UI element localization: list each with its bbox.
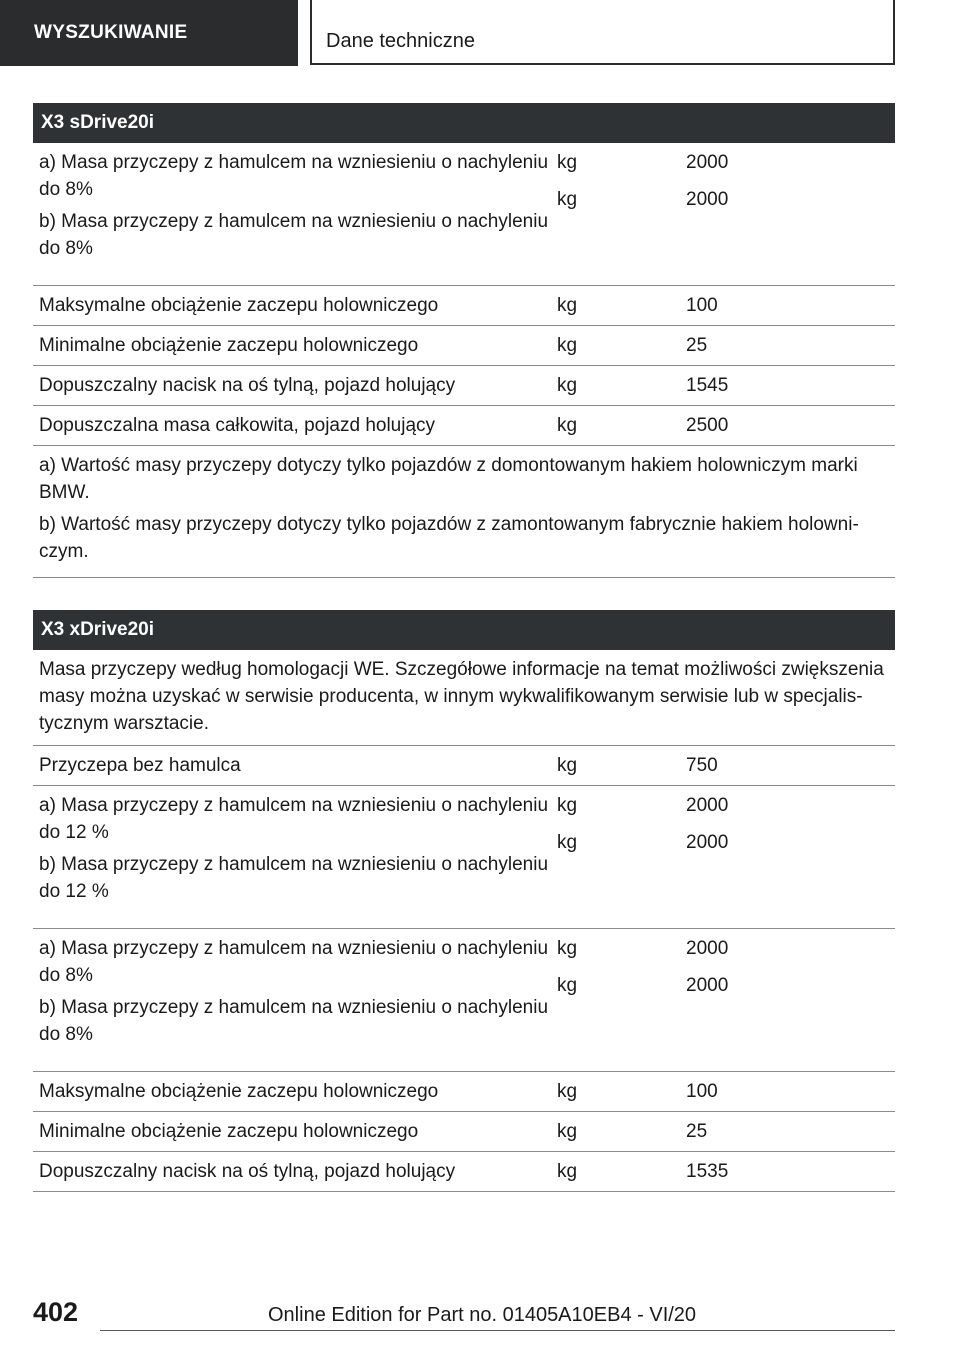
table-title: X3 xDrive20i [33,610,895,650]
row-unit: kg [557,1161,578,1182]
row-value: 750 [686,755,718,776]
row-value: 2000 [686,832,729,853]
row-label: Dopuszczalny nacisk na oś tylną, pojazd holujący [39,375,456,396]
table-notes [33,446,895,578]
table-row [33,746,895,786]
row-unit: kg [557,152,578,173]
table-row [33,366,895,406]
row-label: Dopuszczalny nacisk na oś tylną, pojazd holujący [39,1161,456,1182]
row-value: 2000 [686,975,729,996]
table-row [33,786,895,929]
row-unit: kg [557,335,578,356]
row-label: Maksymalne obciążenie zaczepu holowniczego [39,295,439,316]
table-row [33,286,895,326]
row-value: 2000 [686,152,729,173]
row-value: 1545 [686,375,729,396]
top-bar [0,0,960,66]
row-label: a) Masa przyczepy z hamulcem na wzniesieniu o nachyleniu do 8% [39,152,549,200]
row-unit: kg [557,795,578,816]
section-tab[interactable] [310,0,895,65]
row-value: 2000 [686,795,729,816]
table-row [33,1152,895,1192]
row-label: b) Masa przyczepy z hamulcem na wzniesieniu o nachyleniu do 8% [39,211,549,259]
table-title: X3 sDrive20i [33,103,895,143]
table-row [33,143,895,286]
edition-footer: Online Edition for Part no. 01405A10EB4 - VI/20 [268,1304,697,1326]
row-unit: kg [557,755,578,776]
row-unit: kg [557,189,578,210]
row-label: Minimalne obciążenie zaczepu holowniczego [39,1121,419,1142]
row-value: 1535 [686,1161,729,1182]
table-row [33,929,895,1072]
row-unit: kg [557,975,578,996]
row-unit: kg [557,375,578,396]
row-unit: kg [557,1081,578,1102]
page-number: 402 [33,1297,79,1327]
footer-divider [100,1330,895,1331]
row-unit: kg [557,938,578,959]
row-value: 2000 [686,189,729,210]
intro-text: Masa przyczepy według homologacji WE. Szczegółowe informacje na temat możliwości zwiększenia masy można uzyskać w serwisie producenta, w innym wykwalifikowanym serwisie lub w specjalis-tycznym warsztacie. [39,659,884,734]
row-label: a) Masa przyczepy z hamulcem na wzniesieniu o nachyleniu do 12 % [39,795,549,843]
row-value: 25 [686,1121,708,1142]
row-label: Dopuszczalna masa całkowita, pojazd holujący [39,415,436,436]
table-row [33,1072,895,1112]
table-row [33,1112,895,1152]
note-a: a) Wartość masy przyczepy dotyczy tylko pojazdów z domontowanym hakiem holowniczym marki BMW. [39,455,858,503]
row-value: 100 [686,1081,718,1102]
row-label: b) Masa przyczepy z hamulcem na wzniesieniu o nachyleniu do 8% [39,997,549,1045]
row-value: 2000 [686,938,729,959]
row-value: 2500 [686,415,729,436]
row-value: 25 [686,335,708,356]
row-label: Przyczepa bez hamulca [39,755,241,776]
row-label: Maksymalne obciążenie zaczepu holowniczego [39,1081,439,1102]
table-row [33,406,895,446]
row-unit: kg [557,832,578,853]
row-label: Minimalne obciążenie zaczepu holowniczego [39,335,419,356]
note-b: b) Wartość masy przyczepy dotyczy tylko pojazdów z zamontowanym fabrycznie hakiem holowni-czym. [39,514,859,562]
table-intro [33,650,895,746]
search-button[interactable]: WYSZUKIWANIE [0,0,298,66]
table-row [33,326,895,366]
row-unit: kg [557,295,578,316]
row-label: a) Masa przyczepy z hamulcem na wzniesieniu o nachyleniu do 8% [39,938,549,986]
row-label: b) Masa przyczepy z hamulcem na wzniesieniu o nachyleniu do 12 % [39,854,549,902]
row-unit: kg [557,415,578,436]
row-value: 100 [686,295,718,316]
content [33,103,895,1192]
section-title: Dane techniczne [326,30,475,52]
row-unit: kg [557,1121,578,1142]
